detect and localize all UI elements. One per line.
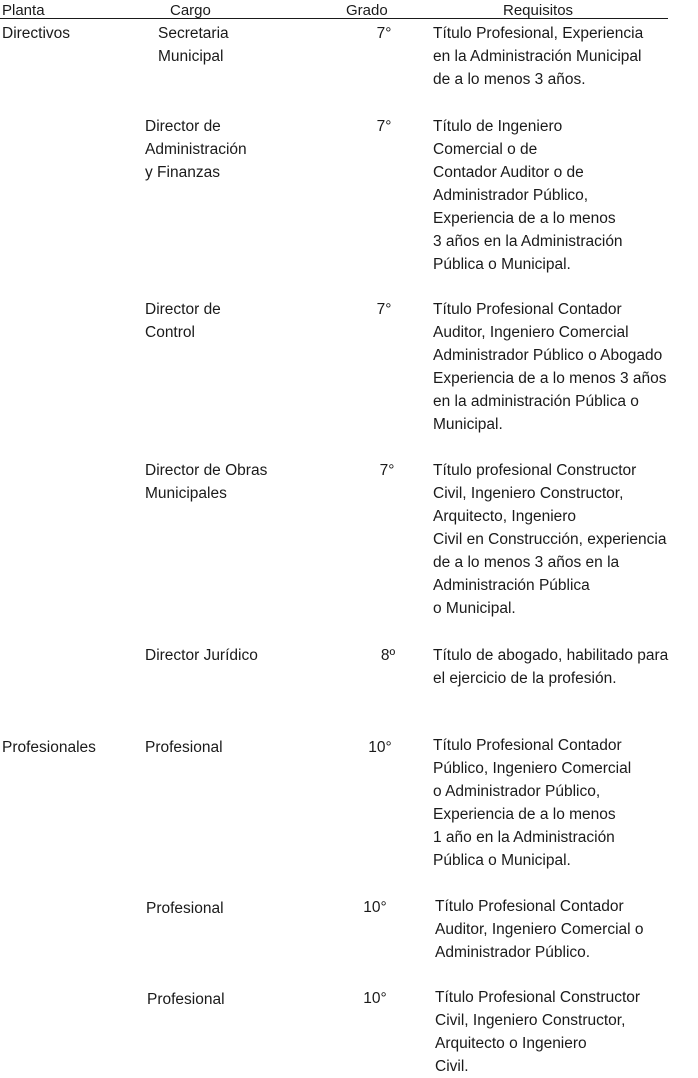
row-requisitos: Título Profesional Contador Público, Ingeniero Comercial o Administrador Público, Experiencia de a lo menos 1 año en la Administración Pública o Municipal. — [433, 737, 632, 869]
row-cargo: Profesional — [146, 900, 224, 917]
row-grado: 7° — [379, 462, 395, 479]
header-planta: Planta — [2, 2, 45, 19]
row-grado: 10° — [368, 739, 392, 756]
row-cargo: Director de Control — [145, 301, 221, 341]
row-grado: 7° — [376, 25, 392, 42]
header-underline — [0, 18, 668, 19]
row-cargo: Secretaria Municipal — [158, 25, 229, 65]
header-grado: Grado — [346, 2, 388, 19]
row-requisitos: Título Profesional, Experiencia en la Administración Municipal de a lo menos 3 años. — [433, 25, 644, 88]
row-cargo: Director de Obras Municipales — [145, 462, 268, 502]
row-requisitos: Título Profesional Constructor Civil, Ingeniero Constructor, Arquitecto o Ingeniero Civil. — [435, 989, 641, 1075]
row-cargo: Profesional — [147, 991, 225, 1008]
row-grado: 10° — [363, 990, 387, 1007]
row-cargo: Profesional — [145, 739, 223, 756]
row-planta: Profesionales — [2, 739, 96, 756]
row-grado: 7° — [376, 118, 392, 135]
row-planta: Directivos — [2, 25, 71, 42]
row-cargo: Director Jurídico — [145, 647, 258, 664]
row-requisitos: Título de Ingeniero Comercial o de Contador Auditor o de Administrador Público, Experiencia de a lo menos 3 años en la Administración Pública o Municipal. — [433, 118, 623, 273]
row-cargo: Director de Administración y Finanzas — [145, 118, 247, 181]
header-requisitos: Requisitos — [503, 2, 574, 19]
row-grado: 7° — [376, 301, 392, 318]
row-requisitos: Título profesional Constructor Civil, Ingeniero Constructor, Arquitecto, Ingeniero Civil en Construcción, experiencia de a lo menos 3 años en la Administración Pública o Municipal. — [433, 462, 667, 617]
header-cargo: Cargo — [170, 2, 211, 19]
row-grado: 10° — [363, 899, 387, 916]
row-requisitos: Título Profesional Contador Auditor, Ingeniero Comercial o Administrador Público. — [435, 898, 644, 961]
row-grado: 8º — [380, 647, 396, 664]
row-requisitos: Título Profesional Contador Auditor, Ingeniero Comercial Administrador Público o Abogado Experiencia de a lo menos 3 años en la administración Pública o Municipal. — [433, 301, 667, 433]
row-requisitos: Título de abogado, habilitado para el ejercicio de la profesión. — [433, 647, 669, 687]
